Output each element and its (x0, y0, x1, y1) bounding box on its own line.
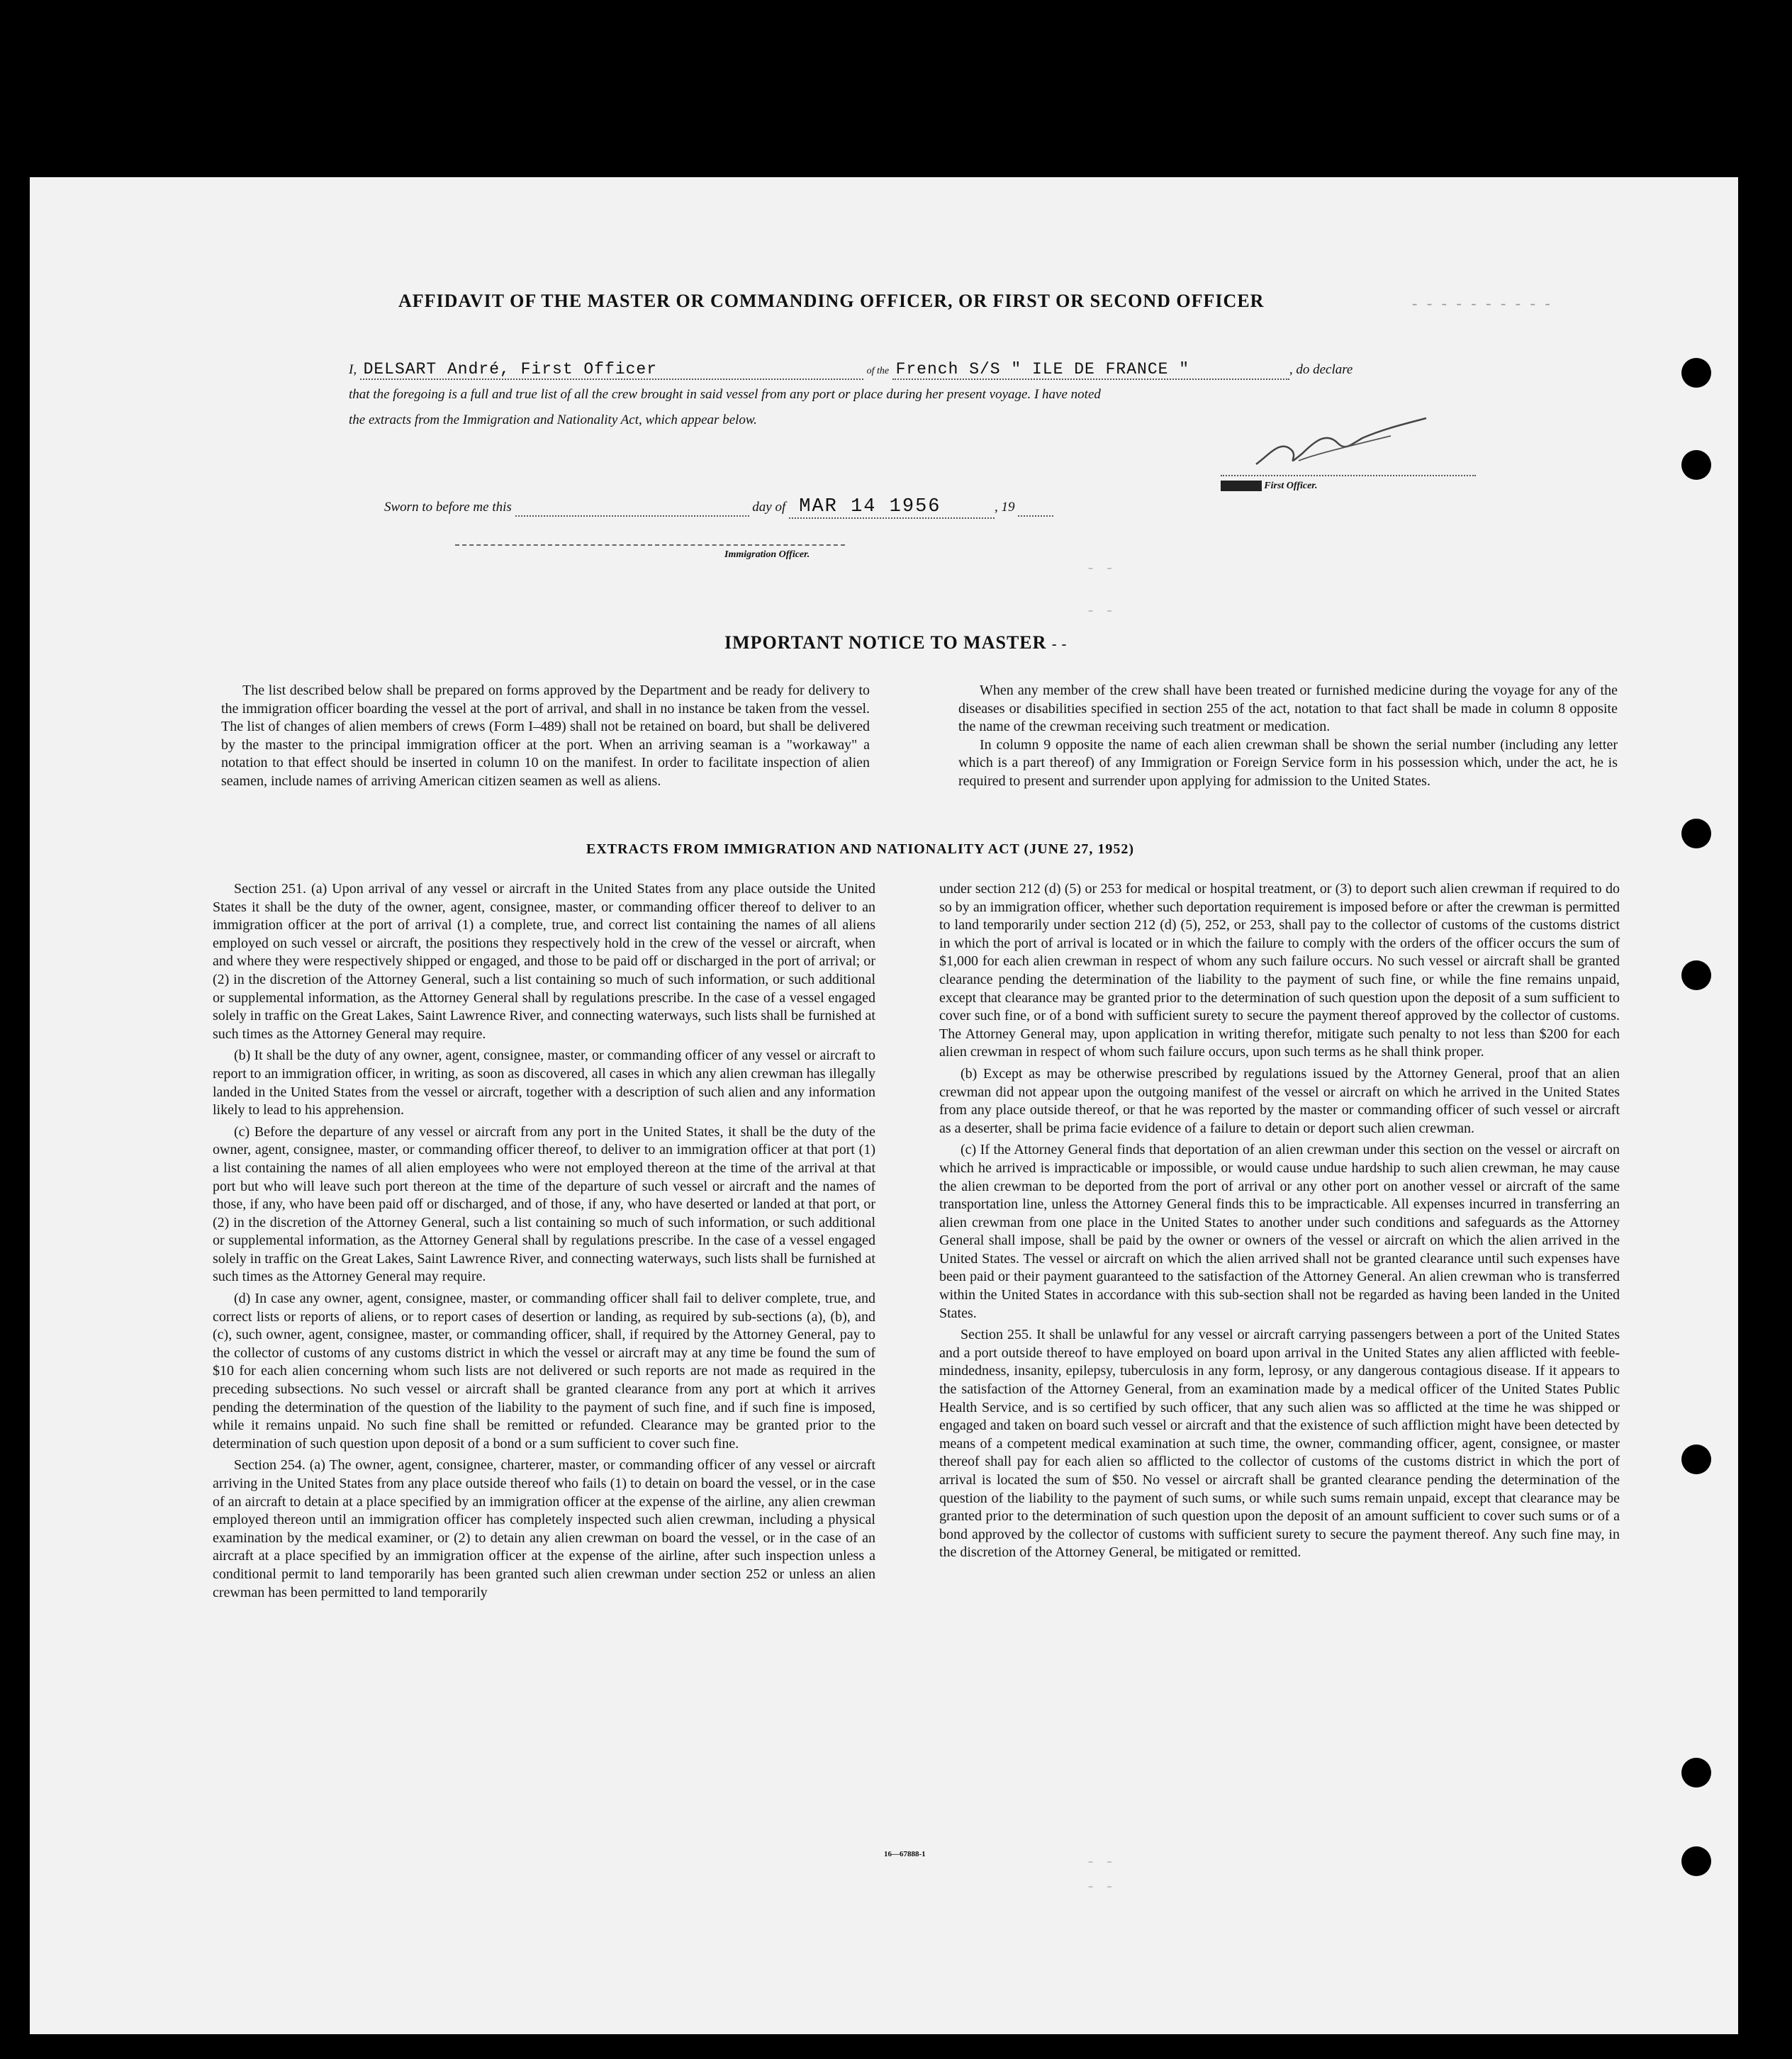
notice-title: IMPORTANT NOTICE TO MASTER - - (724, 632, 1068, 653)
punch-hole (1681, 1758, 1711, 1788)
extracts-title: EXTRACTS FROM IMMIGRATION AND NATIONALITY ACT (JUNE 27, 1952) (586, 841, 1135, 857)
title-underline-dashes: - - - - - - - - - - (1412, 294, 1553, 312)
bleed-through-mark: - - (1086, 1878, 1114, 1896)
notice-right-column (958, 682, 1618, 791)
punch-hole (1681, 960, 1711, 990)
statute-paragraph: (c) If the Attorney General finds that deportation of an alien crewman under this section on the vessel or aircraft on which he arrived is impracticable or impossible, or would cause undue hardship to such alien crewman, he may cause the alien crewman to be deported from the port of arrival or any other port on another vessel or aircraft of the same transportation line, unless the Attorney General finds this to be impracticable. All expenses incurred in transferring an alien crewman from one place in the United States to another under such conditions and safeguards as the Attorney General shall impose, shall be paid by the owner or owners of the vessel or aircraft on which the alien arrived in the United States. The vessel or aircraft on which the alien arrived shall not be granted clearance until such expenses have been paid or their payment guaranteed to the satisfaction of the Attorney General. An alien crewman who is transferred within the United States in accordance with this sub-section shall not be regarded as having been landed in the United States. (939, 1142, 1620, 1321)
punch-hole (1681, 1846, 1711, 1876)
notice-paragraph: The list described below shall be prepared on forms approved by the Department and be ready for delivery to the immigration officer boarding the vessel at the port of arrival, and shall in no instance be taken from the vessel. The list of changes of alien members of crews (Form I–489) shall not be retained on board, but shall be delivered by the master to the principal immigration officer at the port. When an arriving seaman is a "workaway" a notation to that effect should be inserted in column 10 on the manifest. In order to facilitate inspection of alien seamen, include names of arriving American citizen seamen as well as aliens. (221, 683, 870, 789)
sworn-date-stamp: MAR 14 1956 (799, 496, 941, 517)
sworn-day-of: day of (752, 500, 786, 515)
punch-hole (1681, 1444, 1711, 1474)
punch-hole (1681, 450, 1711, 480)
immigration-officer-caption: Immigration Officer. (724, 549, 810, 560)
statute-paragraph: (b) It shall be the duty of any owner, agent, consignee, master, or commanding officer of any vessel or aircraft to report to an immigration officer, in writing, as soon as discovered, all cases in which any alien crewman has illegally landed in the United States from the vessel or aircraft, together with a description of such alien and any information likely to lead to his apprehension. (213, 1048, 875, 1118)
bleed-through-mark: - - (1086, 602, 1114, 620)
sworn-prefix: Sworn to before me this (384, 500, 512, 515)
extracts-left-column (213, 880, 875, 1602)
statute-paragraph: (d) In case any owner, agent, consignee, master, or commanding officer shall fail to deliver complete, true, and correct lists or reports of aliens, or to report cases of desertion or landing, as required by sub-sections (a), (b), and (c), such owner, agent, consignee, master, or commanding officer, shall, if required by the Attorney General, pay to the collector of customs of any customs district in which the vessel or aircraft may at any time be found the sum of $10 for each alien concerning whom such lists are not delivered or such reports are not made as required in the preceding subsections. No such vessel or aircraft shall be granted clearance from any port at which it arrives pending the determination of the question of the liability to the payment of such fine, and if such fine is imposed, while it remains unpaid. No such fine shall be remitted or refunded. Clearance may be granted prior to the determination of such question upon deposit of a bond or a sum sufficient to cover such fine. (213, 1291, 875, 1452)
declaration-do-declare: , do declare (1289, 362, 1353, 377)
redacted-title-1: MMMM (1221, 481, 1262, 491)
declaration-prefix: I, (349, 362, 357, 377)
extracts-right-column (939, 880, 1620, 1562)
sworn-date-field (789, 496, 995, 519)
vessel-name-field (892, 360, 1289, 380)
notice-left-column (221, 682, 870, 791)
statute-paragraph: under section 212 (d) (5) or 253 for medical or hospital treatment, or (3) to deport such alien crewman if required to do so by an immigration officer, whether such deportation requirement is imposed before or after the crewman is permitted to land temporarily under section 212 (d) (5), 252, or 253, shall pay to the collector of customs of the customs district in which the port of arrival is located or in which the failure to comply with the orders of the officer occurs the sum of $1,000 for each alien crewman in respect of whom any such failure occurs. No such vessel or aircraft shall be granted clearance pending the determination of the liability to the payment of such fine, or while the fine remains unpaid, except that clearance may be granted prior to the determination of such question upon the deposit of a sum sufficient to cover such fine, or of a bond with sufficient surety to secure the payment thereof approved by the collector of customs. The Attorney General may, upon application in writing therefor, mitigate such penalty to not less than $200 for each alien crewman in respect of whom such failure occurs, upon such terms as he shall think proper. (939, 881, 1620, 1060)
officer-name: DELSART André, First Officer (363, 360, 658, 378)
sworn-line (384, 496, 1053, 519)
statute-paragraph: Section 251. (a) Upon arrival of any vessel or aircraft in the United States from any place outside the United States it shall be the duty of the owner, agent, consignee, master, or commanding officer thereof to deliver to an immigration officer at the port of arrival (1) a complete, true, and correct list containing the names of all aliens employed on such vessel or aircraft, the positions they respectively hold in the crew of the vessel or aircraft, when and where they were respectively shipped or engaged, and those to be paid off or discharged in the port of arrival; or (2) in the discretion of the Attorney General, such a list containing so much of such information, or such additional or supplemental information, as the Attorney General shall by regulations prescribe. In the case of a vessel engaged solely in traffic on the Great Lakes, Saint Lawrence River, and connecting waterways, such lists shall be furnished at such times as the Attorney General may require. (213, 881, 875, 1042)
notice-paragraph: When any member of the crew shall have been treated or furnished medicine during the voyage for any of the diseases or disabilities specified in section 255 of the act, notation to that fact shall be made in column 8 opposite the name of the crewman receiving such treatment or medication. (958, 683, 1618, 735)
notice-paragraph: In column 9 opposite the name of each alien crewman shall be shown the serial number (including any letter which is a part thereof) of any Immigration or Foreign Service form in his possession which, under the act, he is required to present and surrender upon applying for admission to the United States. (958, 736, 1618, 789)
immigration-officer-line (455, 544, 845, 546)
signature-caption: MMMM First Officer. (1221, 481, 1318, 492)
declaration-of-the: of the (866, 366, 890, 376)
statute-paragraph: (c) Before the departure of any vessel or aircraft from any port in the United States, it shall be the duty of the owner, agent, consignee, master, or commanding officer thereof, to deliver to an immigration officer at that port (1) a list containing the names of all alien employees who were not employed thereon at the time of the arrival at that port but who will leave such port thereon at the time of the departure of such vessel or aircraft and the names of those, if any, who have been paid off or discharged, and of those, if any, who have deserted or landed at that port, or (2) in the discretion of the Attorney General, such a list containing so much of such information, or such additional or supplemental information, as the Attorney General shall by regulations prescribe. In the case of a vessel engaged solely in traffic on the Great Lakes, Saint Lawrence River, and connecting waterways, such lists shall be furnished at such times as the Attorney General may require. (213, 1123, 875, 1285)
officer-signature (1249, 411, 1433, 475)
statute-paragraph: (b) Except as may be otherwise prescribed by regulations issued by the Attorney General, proof that an alien crewman did not appear upon the outgoing manifest of the vessel or aircraft on which he arrived in the United States from any place outside thereof, or that he was reported by the master or commanding officer of such vessel or aircraft as a deserter, shall be prima facie evidence of a failure to detain or deport such alien crewman. (939, 1065, 1620, 1136)
sworn-day-field (515, 500, 749, 517)
officer-name-field (360, 360, 863, 380)
statute-paragraph: Section 255. It shall be unlawful for any vessel or aircraft carrying passengers between a port of the United States and a port outside thereof to have employed on board upon arrival in the United States any alien afflicted with feeble-mindedness, insanity, epilepsy, tuberculosis in any form, leprosy, or any dangerous contagious disease. If it appears to the satisfaction of the Attorney General, from an examination made by a medical officer of the United States Public Health Service, and is so certified by such officer, that any such alien was so afflicted at the time he was shipped or engaged and taken on board such vessel or aircraft and that the existence of such affliction might have been detected by means of a competent medical examination at such time, the owner, commanding officer, agent, consignee, or master thereof shall pay for each alien so afflicted to the collector of customs of the customs district in which the port of arrival is located the sum of $50. No vessel or aircraft shall be granted clearance pending the determination of the question of the liability to the payment of such sums, or while such sums remain unpaid, except that clearance may be granted prior to the determination of such question upon the deposit of an amount sufficient to cover such sums or of a bond approved by the collector of customs with sufficient surety to secure the payment thereof. Any such fine may, in the discretion of the Attorney General, be mitigated or remitted. (939, 1327, 1620, 1561)
declaration-line-2: that the foregoing is a full and true list of all the crew brought in said vessel from any port or place during her present voyage. I have noted (349, 387, 1101, 402)
bleed-through-mark: - - (1086, 1853, 1114, 1871)
affidavit-page (30, 177, 1738, 2034)
document-title: AFFIDAVIT OF THE MASTER OR COMMANDING OFFICER, OR FIRST OR SECOND OFFICER (398, 291, 1265, 311)
sworn-year-prefix: , 19 (995, 500, 1015, 515)
punch-hole (1681, 358, 1711, 388)
declaration-line-1 (349, 360, 1353, 380)
sworn-year-field (1018, 500, 1053, 517)
statute-paragraph: Section 254. (a) The owner, agent, consignee, charterer, master, or commanding officer of any vessel or aircraft arriving in the United States from any place outside thereof who fails (1) to detain on board the vessel, or in the case of an aircraft to detain at a place specified by an immigration officer at the expense of the airline, any alien crewman employed thereon until an immigration officer has completely inspected such alien crewman, including a physical examination by the medical examiner, or (2) to detain any alien crewman on board the vessel, or in the case of an aircraft at a place specified by an immigration officer at the expense of the airline, after such inspection unless a conditional permit to land temporarily has been granted such alien crewman under section 252 or unless an alien crewman has been permitted to land temporarily (213, 1457, 875, 1600)
bleed-through-mark: - - (1086, 560, 1114, 578)
vessel-name: French S/S " ILE DE FRANCE " (895, 360, 1190, 378)
punch-hole (1681, 819, 1711, 848)
declaration-line-3: the extracts from the Immigration and Nationality Act, which appear below. (349, 413, 757, 427)
signature-line (1221, 475, 1476, 476)
form-code: 16—67888-1 (884, 1850, 926, 1858)
